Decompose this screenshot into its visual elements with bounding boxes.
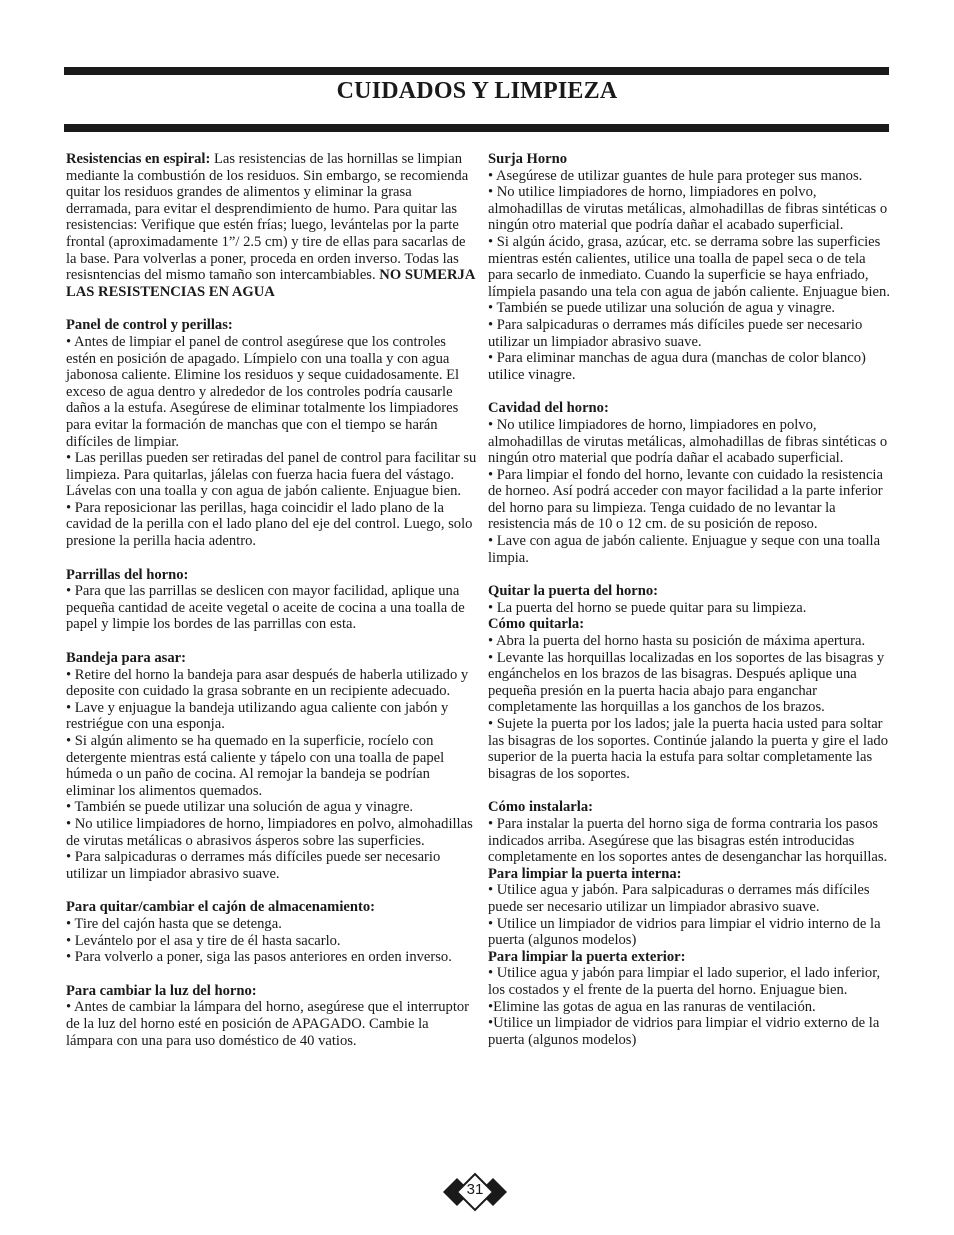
list-item: • La puerta del horno se puede quitar para su limpieza. [488, 599, 807, 616]
list-item: • Si algún alimento se ha quemado en la superficie, rocíelo con detergente mientras está caliente y tápelo con una toalla de papel húmeda o un paño de cocina. Al remojar la bandeja se podrían eliminar los alimentos quemados. [66, 733, 445, 799]
section-heading: Resistencias en espiral: [66, 151, 211, 167]
page-title: CUIDADOS Y LIMPIEZA [336, 78, 618, 104]
sub-heading: Para limpiar la puerta exterior: [488, 948, 686, 965]
list-item: • Las perillas pueden ser retiradas del panel de control para facilitar su limpieza. Para quitarlas, jálelas con fuerza hacia fuera del vástago. Lávelas con una toalla y con agua de jabón caliente. Enjuague bien. [66, 450, 477, 500]
list-item: • Abra la puerta del horno hasta su posición de máxima apertura. [488, 633, 866, 650]
list-item: • Levante las horquillas localizadas en los soportes de las bisagras y engánchelos en los brazos de las bisagras. Después aplique una pequeña presión en la puerta hacia abajo para enganchar completamente las horquillas a los ganchos de los brazos. [488, 649, 885, 716]
section-cajon [66, 899, 478, 965]
list-item: • No utilice limpiadores de horno, limpiadores en polvo, almohadillas de virutas metálicas, almohadillas de fibras sintéticas o ningún otro material que podría dañar el acabado superficial. [488, 416, 888, 467]
list-item: • Para eliminar manchas de agua dura (manchas de color blanco) utilice vinagre. [488, 350, 866, 383]
list-item: • Lave con agua de jabón caliente. Enjuague y seque con una toalla limpia. [488, 533, 881, 566]
section-instalar [488, 799, 890, 1048]
section-parrillas [66, 567, 478, 633]
list-item: • También se puede utilizar una solución de agua y vinagre. [66, 799, 414, 816]
section-heading: Para quitar/cambiar el cajón de almacenamiento: [66, 899, 375, 916]
sub-heading: Para limpiar la puerta interna: [488, 865, 682, 882]
section-bandeja [66, 650, 478, 882]
section-heading: Quitar la puerta del horno: [488, 583, 658, 600]
list-item: • También se puede utilizar una solución de agua y vinagre. [488, 300, 836, 317]
section-surja-horno [488, 151, 890, 383]
list-item: • Sujete la puerta por los lados; jale la puerta hacia usted para soltar las bisagras de los soportes. Continúe jalando la puerta y gire el lado superior de la puerta hacia la estufa para soltar completamente las bisagras de los soportes. [488, 716, 889, 782]
list-item: • No utilice limpiadores de horno, limpiadores en polvo, almohadillas de virutas metálicas o abrasivos ásperos sobre las superficies. [66, 815, 473, 849]
top-rule [64, 67, 889, 75]
section-heading: Surja Horno [488, 151, 568, 167]
list-item: • Para instalar la puerta del horno siga de forma contraria los pasos indicados arriba. Asegúrese que las bisagras estén introducidas completamente en los soportes antes de desenganchar las horquillas. [488, 815, 888, 866]
list-item: •Elimine las gotas de agua en las ranuras de ventilación. [488, 998, 816, 1015]
list-item: •Utilice un limpiador de vidrios para limpiar el vidrio externo de la puerta (algunos modelos) [488, 1015, 880, 1048]
list-item: • Retire del horno la bandeja para asar después de haberla utilizado y deposite con cuidado la grasa sobrante en un recipiente adecuado. [66, 666, 469, 700]
list-item: • Asegúrese de utilizar guantes de hule para proteger sus manos. [488, 167, 863, 184]
list-item: • Para limpiar el fondo del horno, levante con cuidado la resistencia de horneo. Así podrá acceder con mayor facilidad a la parte inferior del horno para su limpieza. Tenga cuidado de no levantar la resistencia más de 10 o 12 cm. de su posición de reposo. [488, 466, 883, 533]
section-heading: Bandeja para asar: [66, 650, 186, 667]
list-item: • Para volverlo a poner, siga las pasos anteriores en orden inverso. [66, 949, 452, 966]
list-item: • Para reposicionar las perillas, haga coincidir el lado plano de la cavidad de la perilla con el lado plano del eje del control. Luego, solo presione la perilla hacia adentro. [66, 499, 473, 550]
section-luz [66, 983, 478, 1049]
right-column [488, 151, 890, 1065]
section-heading: Cómo instalarla: [488, 799, 593, 816]
sub-heading: Cómo quitarla: [488, 616, 585, 633]
title-bottom-rule [64, 124, 889, 132]
list-item: • Para salpicaduras o derrames más difíciles puede ser necesario utilizar un limpiador abrasivo suave. [488, 316, 863, 350]
left-column [66, 151, 478, 1066]
list-item: • Antes de cambiar la lámpara del horno, asegúrese que el interruptor de la luz del horno esté en posición de APAGADO. Cambie la lámpara con una para uso doméstico de 40 vatios. [66, 999, 470, 1049]
list-item: • Si algún ácido, grasa, azúcar, etc. se derrama sobre las superficies mientras estén calientes, utilice una toalla de papel seca o de tela para secarlo de inmediato. Cuando la superficie se haya enfriado, límpiela pasando una tela con agua de jabón caliente. Enjuague bien. [488, 233, 890, 300]
section-heading: Parrillas del horno: [66, 566, 189, 583]
list-item: • Para que las parrillas se deslicen con mayor facilidad, aplique una pequeña cantidad de aceite vegetal o aceite de cocina a una toalla de papel y limpie los bordes de las parrillas con esta. [66, 583, 465, 633]
list-item: • Utilice agua y jabón. Para salpicaduras o derrames más difíciles puede ser necesario utilizar un limpiador abrasivo suave. [488, 882, 870, 915]
section-body: Las resistencias de las hornillas se limpian mediante la combustión de los residuos. Sin embargo, se recomienda quitar los residuos grandes de alimentos y eliminar la grasa derramada, para evitar el desprendimiento de humo. Para quitar las resistencias: Verifique que estén frías; luego, levántelas por la parte frontal (aproximadamente 1”/ 2.5 cm) y tire de ellas para sacarlas de la base. Para volverlas a poner, proceda en orden inverso. Todas las resisntencias del mismo tamaño son intercambiables. [66, 151, 469, 284]
section-heading: Panel de control y perillas: [66, 317, 233, 334]
section-heading: Para cambiar la luz del horno: [66, 982, 257, 999]
section-panel [66, 317, 478, 549]
list-item: • Lave y enjuague la bandeja utilizando agua caliente con jabón y restriégue con una esponja. [66, 699, 449, 733]
list-item: • Para salpicaduras o derrames más difíciles puede ser necesario utilizar un limpiador abrasivo suave. [66, 849, 441, 882]
section-cavidad [488, 400, 890, 566]
list-item: • Utilice un limpiador de vidrios para limpiar el vidrio interno de la puerta (algunos modelos) [488, 915, 881, 949]
section-quitar-puerta [488, 583, 890, 782]
page-number: 31 [466, 1181, 484, 1198]
section-resistencias [66, 151, 478, 300]
section-heading: Cavidad del horno: [488, 400, 609, 417]
list-item: • Antes de limpiar el panel de control asegúrese que los controles estén en posición de apagado. Límpielo con una toalla y con agua jabonosa caliente. Elimine los residuos y seque cuidadosamente. El exceso de agua dentro y alrededor de los controles podría causarle daños a la estufa. Asegúrese de eliminar totalmente los limpiadores para evitar la formación de manchas que con el tiempo se harán difíciles de limpiar. [66, 333, 460, 450]
list-item: • No utilice limpiadores de horno, limpiadores en polvo, almohadillas de virutas metálicas, almohadillas de fibras sintéticas o ningún otro material que podría dañar el acabado superficial. [488, 184, 888, 234]
list-item: • Levántelo por el asa y tire de él hasta sacarlo. [66, 932, 341, 949]
list-item: • Utilice agua y jabón para limpiar el lado superior, el lado inferior, los costados y el frente de la puerta del horno. Enjuague bien. [488, 965, 881, 998]
warning-text: NO SUMERJA LAS RESISTENCIAS EN AGUA [66, 267, 475, 300]
list-item: • Tire del cajón hasta que se detenga. [66, 915, 282, 932]
